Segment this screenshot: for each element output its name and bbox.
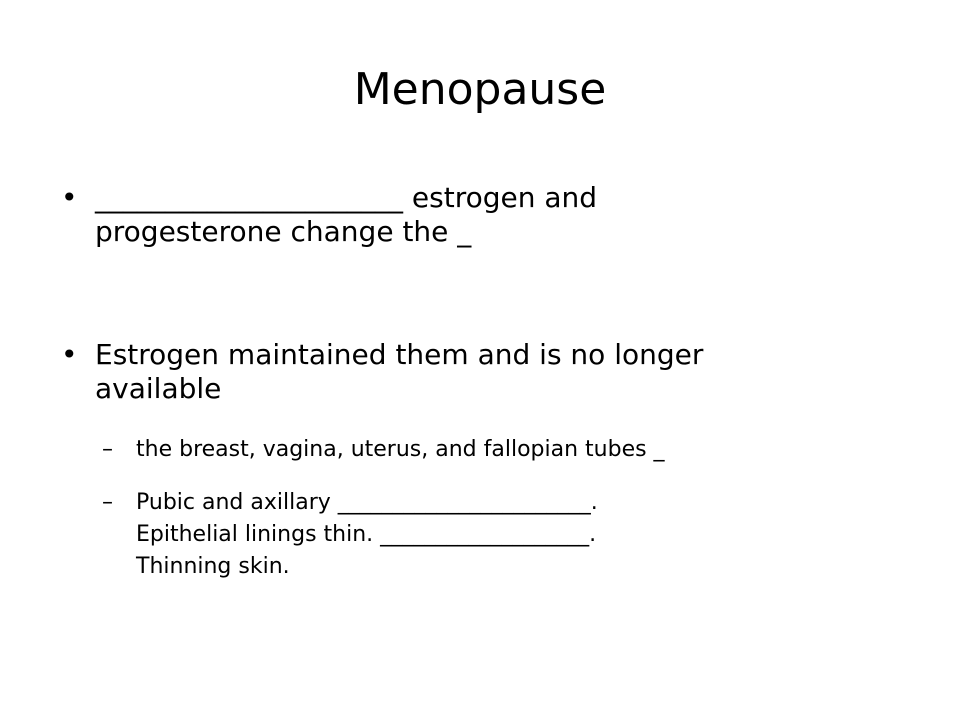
sub-bullet-line: Pubic and axillary _______________________. [136,490,598,515]
bullet-dot: • [61,181,78,214]
sub-bullet-line: Epithelial linings thin. ___________________. [136,522,597,547]
bullet-line: progesterone change the _ [95,215,472,248]
bullet-line: available [95,372,222,405]
bullet-line: Estrogen maintained them and is no longer [95,338,704,371]
slide-title: Menopause [353,64,607,115]
sub-bullet-item [102,487,598,583]
bullet-line: ______________________ estrogen and [95,181,598,214]
sub-bullet-item [102,434,665,466]
sub-bullet-dash: – [102,490,113,515]
sub-bullet-dash: – [102,437,113,462]
bullet-dot: • [61,338,78,371]
sub-bullet-line: Thinning skin. [136,554,290,579]
bullet-item [61,181,598,249]
bullet-item [61,338,704,406]
sub-bullet-line: the breast, vagina, uterus, and fallopian tubes _ [136,437,665,462]
